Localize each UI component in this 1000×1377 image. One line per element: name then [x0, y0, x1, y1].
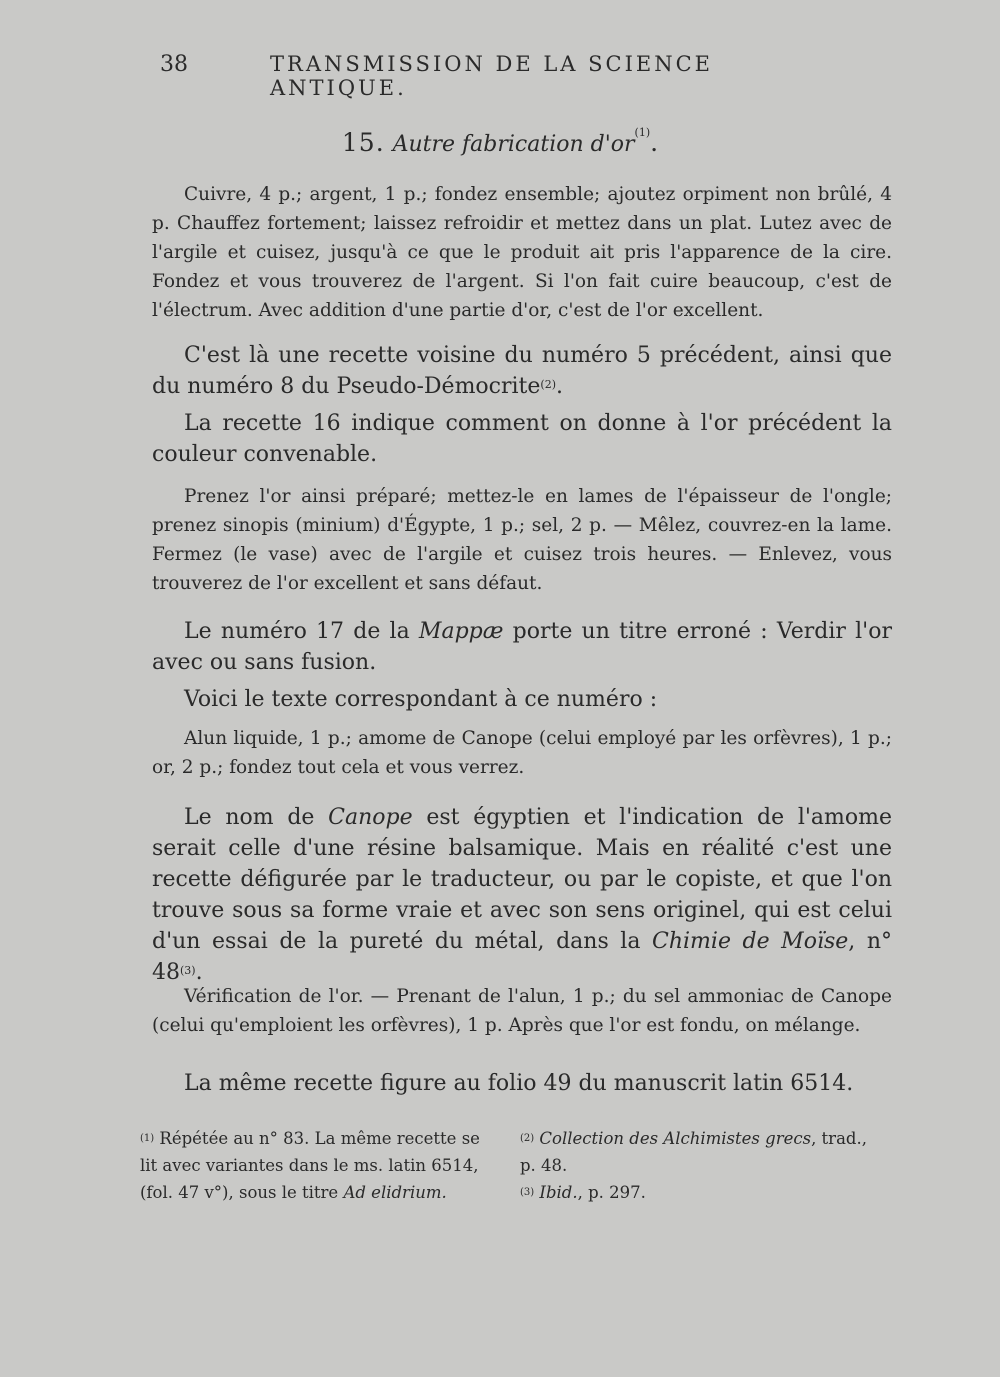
commentary-text: porte un titre erroné : Verdir l'or avec ou sans fusion.	[152, 619, 892, 675]
section-title-end: .	[650, 128, 659, 157]
footnote-text: Répétée au n° 83. La même recette se lit avec variantes dans le ms. latin 6514, (fol. 47 v°), sous le titre	[140, 1129, 480, 1202]
commentary-end: .	[556, 374, 563, 399]
commentary-paragraph-4: Voici le texte correspondant à ce numéro :	[184, 687, 658, 712]
section-number: 15.	[341, 128, 385, 157]
commentary-paragraph-6: La même recette figure au folio 49 du manuscrit latin 6514.	[184, 1071, 854, 1096]
footnote-number: (3)	[520, 1187, 535, 1198]
canope-term: Canope	[328, 805, 413, 830]
footnote-number: (2)	[520, 1133, 535, 1144]
footnote-3	[520, 1179, 880, 1206]
page-number: 38	[160, 52, 188, 77]
footnote-1	[140, 1125, 495, 1206]
commentary-text: , n° 48	[152, 929, 893, 985]
recipe-paragraph-3: Alun liquide, 1 p.; amome de Canope (celui employé par les orfèvres), 1 p.; or, 2 p.; fondez tout cela et vous verrez.	[152, 728, 892, 778]
footnotes-2-3	[520, 1125, 880, 1206]
page-header	[160, 52, 810, 100]
commentary-text: C'est là une recette voisine du numéro 5 précédent, ainsi que du numéro 8 du Pseudo-Démocrite	[152, 343, 892, 399]
commentary-paragraph-1	[152, 340, 892, 402]
mappae-title: Mappæ	[418, 619, 504, 644]
footnote-italic: Collection des Alchimistes grecs	[539, 1129, 812, 1148]
commentary-paragraph-3	[152, 616, 892, 678]
footnote-2	[520, 1125, 880, 1179]
commentary-paragraph-5	[152, 802, 892, 988]
commentary-text: Le numéro 17 de la	[184, 619, 410, 644]
footnotes	[140, 1125, 900, 1235]
commentary-paragraph-2: La recette 16 indique comment on donne à l'or précédent la couleur convenable.	[152, 411, 892, 467]
footnote-number: (1)	[140, 1133, 155, 1144]
commentary-text: Le nom de	[184, 805, 315, 830]
recipe-paragraph-4: Vérification de l'or. — Prenant de l'alun, 1 p.; du sel ammoniac de Canope (celui qu'emploient les orfèvres), 1 p. Après que l'or est fondu, on mélange.	[152, 986, 892, 1036]
footnote-text: , trad., p. 48.	[520, 1129, 867, 1175]
footnote-ref-2: (2)	[540, 378, 556, 391]
footnote-italic: Ibid.	[539, 1183, 578, 1202]
running-title: TRANSMISSION DE LA SCIENCE ANTIQUE.	[270, 52, 713, 100]
footnote-text: , p. 297.	[577, 1183, 646, 1202]
chimie-de-moise-title: Chimie de Moïse	[652, 929, 849, 954]
recipe-paragraph-2: Prenez l'or ainsi préparé; mettez-le en lames de l'épaisseur de l'ongle; prenez sinopis (minium) d'Égypte, 1 p.; sel, 2 p. — Mêlez, couvrez-en la lame. Fermez (le vase) avec de l'argile et cuisez trois heures. — Enlevez, vous trouverez de l'or excellent et sans défaut.	[152, 486, 892, 594]
section-heading	[0, 128, 1000, 157]
footnote-ref-1: (1)	[634, 126, 651, 139]
commentary-text: est égyptien et l'indication de l'amome serait celle d'une résine balsamique. Mais en réalité c'est une recette défigurée par le traducteur, ou par le copiste, et que l'on trouve sous sa forme vraie et avec son sens originel, qui est celui d'un essai de la pureté du métal, dans la	[152, 805, 893, 954]
footnote-italic: Ad elidrium.	[343, 1183, 447, 1202]
footnote-ref-3: (3)	[180, 964, 196, 977]
section-title: Autre fabrication d'or	[392, 132, 635, 157]
recipe-paragraph-1: Cuivre, 4 p.; argent, 1 p.; fondez ensemble; ajoutez orpiment non brûlé, 4 p. Chauffez fortement; laissez refroidir et mettez dans un plat. Lutez avec de l'argile et cuisez, jusqu'à ce que le produit ait pris l'apparence de la cire. Fondez et vous trouverez de l'argent. Si l'on fait cuire beaucoup, c'est de l'électrum. Avec addition d'une partie d'or, c'est de l'or excellent.	[152, 184, 892, 321]
commentary-end: .	[195, 960, 203, 985]
